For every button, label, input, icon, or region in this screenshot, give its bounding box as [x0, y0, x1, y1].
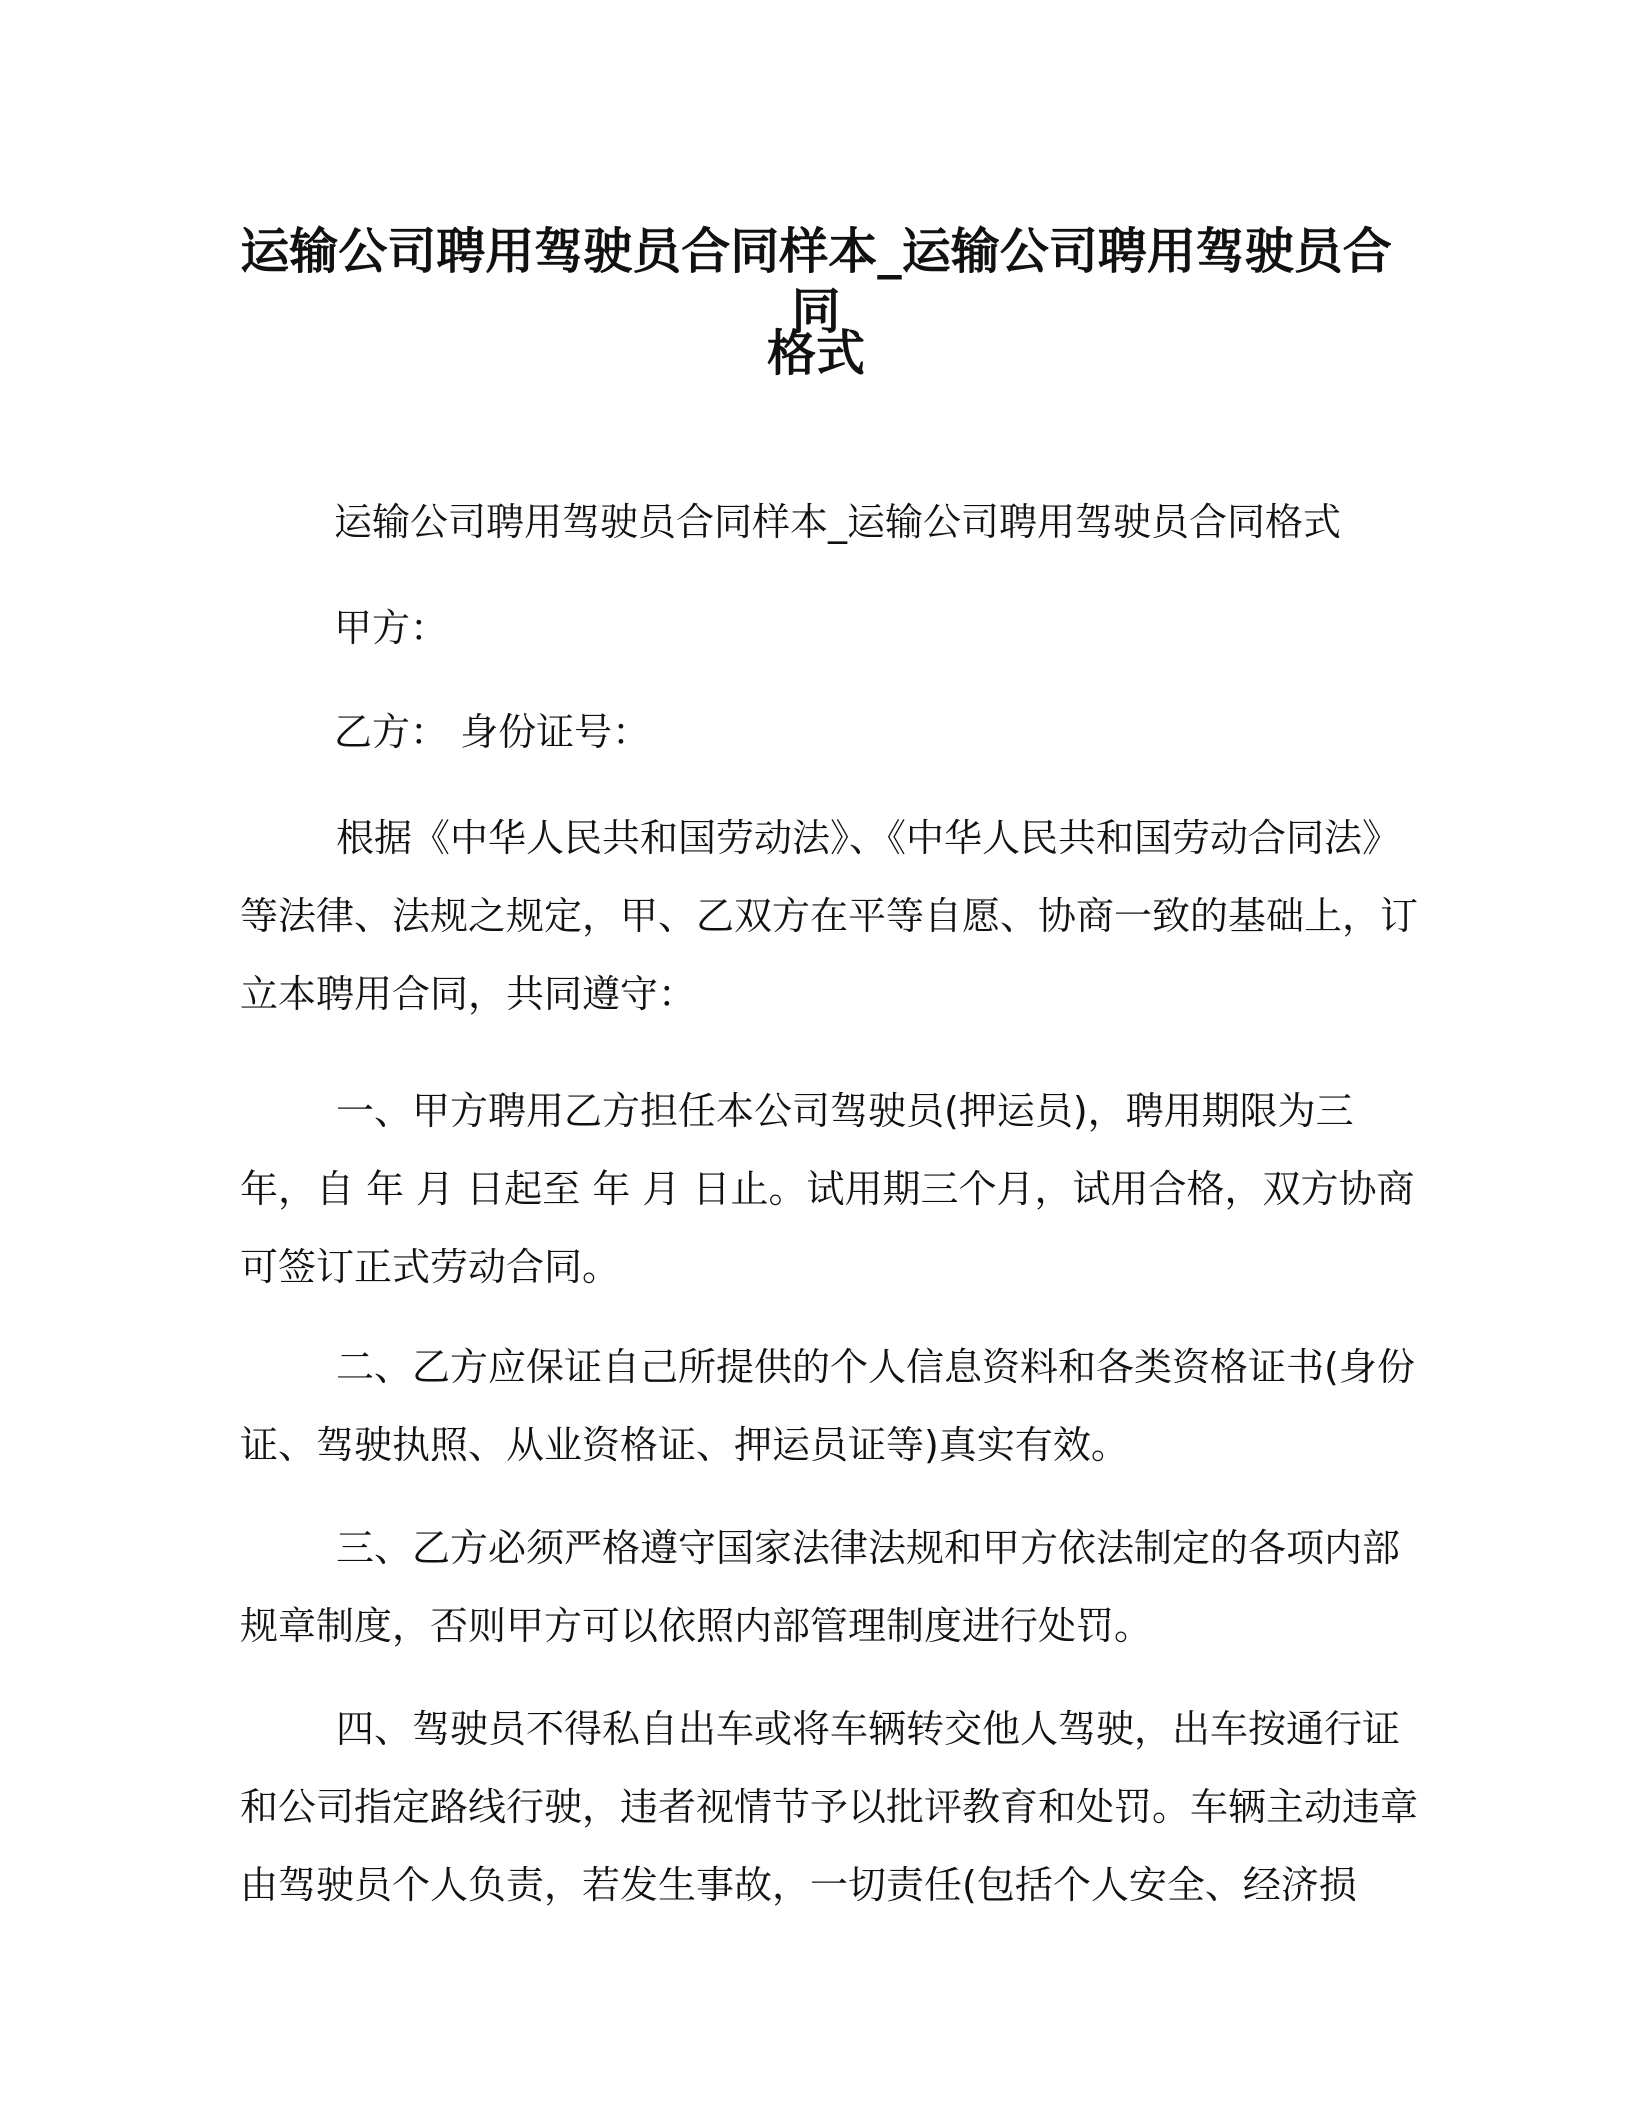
paragraph-clause-3: 三、乙方必须严格遵守国家法律法规和甲方依法制定的各项内部规章制度，否则甲方可以依照内部管理制度进行处罚。 [240, 1526, 1401, 1648]
document-subtitle: 运输公司聘用驾驶员合同样本_运输公司聘用驾驶员合同格式 [334, 500, 1342, 544]
document-title-line2: 格式 [766, 325, 865, 382]
paragraph-clause-2: 二、乙方应保证自己所提供的个人信息资料和各类资格证书(身份证、驾驶执照、从业资格证、押运员证等)真实有效。 [240, 1345, 1415, 1467]
paragraph-clause-4: 四、驾驶员不得私自出车或将车辆转交他人驾驶，出车按通行证和公司指定路线行驶，违者视情节予以批评教育和处罚。车辆主动违章由驾驶员个人负责，若发生事故，一切责任(包括个人安全、经济损 [240, 1707, 1419, 1907]
document-title-line1: 运输公司聘用驾驶员合同样本_运输公司聘用驾驶员合同 [240, 223, 1392, 340]
paragraph-preamble: 根据《中华人民共和国劳动法》、《中华人民共和国劳动合同法》等法律、法规之规定，甲、乙双方在平等自愿、协商一致的基础上，订立本聘用合同，共同遵守： [240, 816, 1419, 1016]
party-a-label: 甲方： [334, 606, 449, 650]
party-b-label: 乙方： 身份证号： [334, 710, 651, 754]
paragraph-clause-1: 一、甲方聘用乙方担任本公司驾驶员(押运员)，聘用期限为三年，自 年 月 日起至 年 月 日止。试用期三个月，试用合格，双方协商可签订正式劳动合同。 [240, 1089, 1415, 1289]
